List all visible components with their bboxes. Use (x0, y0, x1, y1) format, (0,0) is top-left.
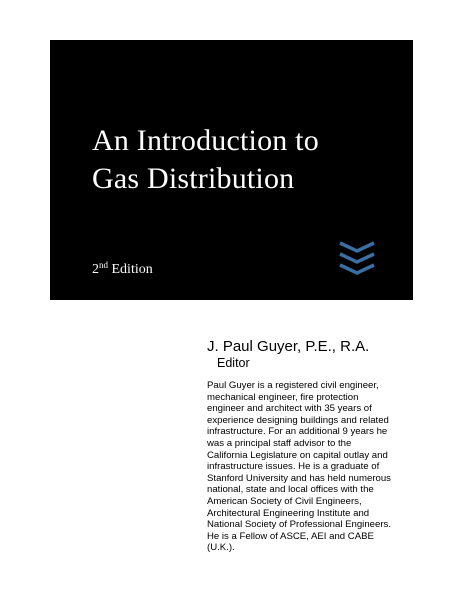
author-bio-line: engineer and architect with 35 years of (207, 403, 372, 415)
author-bio-line: infrastructure issues. He is a graduate of (207, 461, 380, 473)
book-title-line-2: Gas Distribution (92, 162, 295, 195)
author-bio-line: Paul Guyer is a registered civil engineer, (207, 380, 379, 391)
triple-chevron-down-icon (337, 240, 377, 276)
author-role: Editor (217, 356, 250, 370)
author-bio-line: was a principal staff advisor to the (207, 437, 352, 449)
author-bio-line: Architectural Engineering Institute and (207, 507, 370, 519)
author-name: J. Paul Guyer, P.E., R.A. (207, 338, 370, 355)
author-bio-line: (U.K.). (207, 542, 235, 554)
edition-text: Edition (108, 262, 153, 277)
author-block (207, 338, 407, 371)
book-title (92, 122, 319, 198)
author-bio-line: He is a Fellow of ASCE, AEI and CABE (207, 530, 374, 542)
author-bio-line: national, state and local offices with the (207, 484, 374, 496)
author-bio-line: National Society of Professional Engineers. (207, 519, 391, 531)
author-bio-line: California Legislature on capital outlay and (207, 449, 388, 461)
author-bio-line: Stanford University and has held numerous (207, 472, 391, 484)
cover-banner (50, 40, 413, 300)
author-bio (207, 380, 412, 554)
edition-number: 2 (92, 262, 99, 277)
edition-label (92, 262, 153, 278)
edition-ordinal-suffix: nd (99, 260, 108, 270)
author-bio-line: American Society of Civil Engineers, (207, 495, 362, 507)
author-bio-line: mechanical engineer, fire protection (207, 391, 359, 403)
author-bio-line: experience designing buildings and related (207, 414, 389, 426)
book-title-line-1: An Introduction to (92, 124, 319, 157)
author-bio-line: infrastructure. For an additional 9 years he (207, 426, 388, 438)
